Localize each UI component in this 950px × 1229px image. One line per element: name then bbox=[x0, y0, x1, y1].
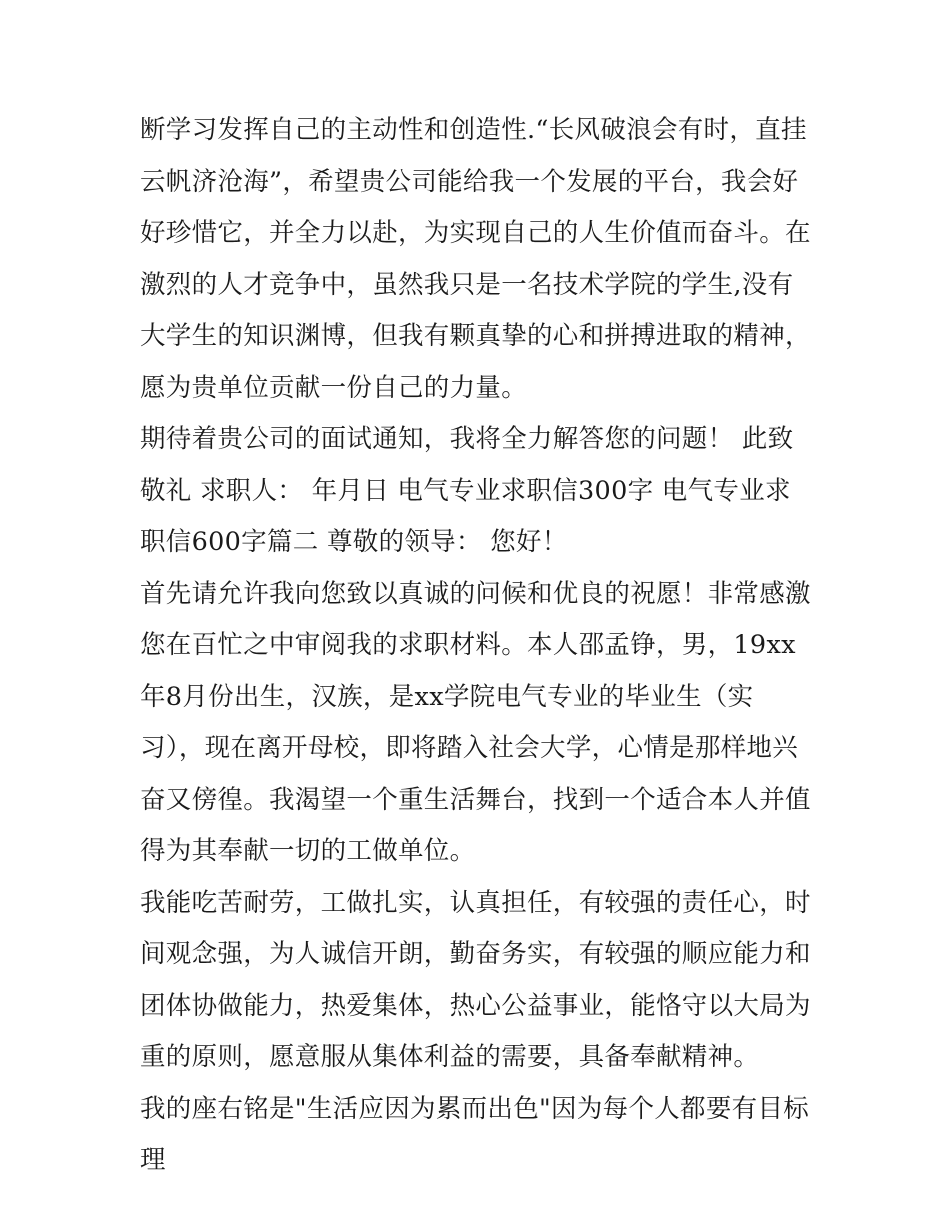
paragraph-3: 首先请允许我向您致以真诚的问候和优良的祝愿！非常感激您在百忙之中审阅我的求职材料。本人邵孟铮，男，19xx年8月份出生，汉族，是xx学院电气专业的毕业生（实习），现在离开母校，即将踏入社会大学，心情是那样地兴奋又傍徨。我渴望一个重生活舞台，找到一个适合本人并值得为其奉献一切的工做单位。 bbox=[140, 578, 811, 866]
paragraph-4: 我能吃苦耐劳，工做扎实，认真担任，有较强的责任心，时间观念强，为人诚信开朗，勤奋务实，有较强的顺应能力和团体协做能力，热爱集体，热心公益事业，能恪守以大局为重的原则，愿意服从集体利益的需要，具备奉献精神。 bbox=[140, 887, 811, 1072]
paragraph-1: 断学习发挥自己的主动性和创造性.“长风破浪会有时，直挂云帆济沧海”，希望贵公司能给我一个发展的平台，我会好好珍惜它，并全力以赴，为实现自己的人生价值而奋斗。在激烈的人才竞争中，虽然我只是一名技术学院的学生,没有大学生的知识渊博，但我有颗真挚的心和拼搏进取的精神，愿为贵单位贡献一份自己的力量。 bbox=[140, 115, 811, 403]
paragraph-5: 我的座右铭是"生活应因为累而出色"因为每个人都要有目标理 bbox=[140, 1093, 810, 1175]
paragraph-2: 期待着贵公司的面试通知，我将全力解答您的问题！ 此致 敬礼 求职人： 年月日 电气专业求职信300字 电气专业求职信600字篇二 尊敬的领导： 您好！ bbox=[140, 424, 794, 557]
document-body bbox=[140, 105, 812, 1187]
